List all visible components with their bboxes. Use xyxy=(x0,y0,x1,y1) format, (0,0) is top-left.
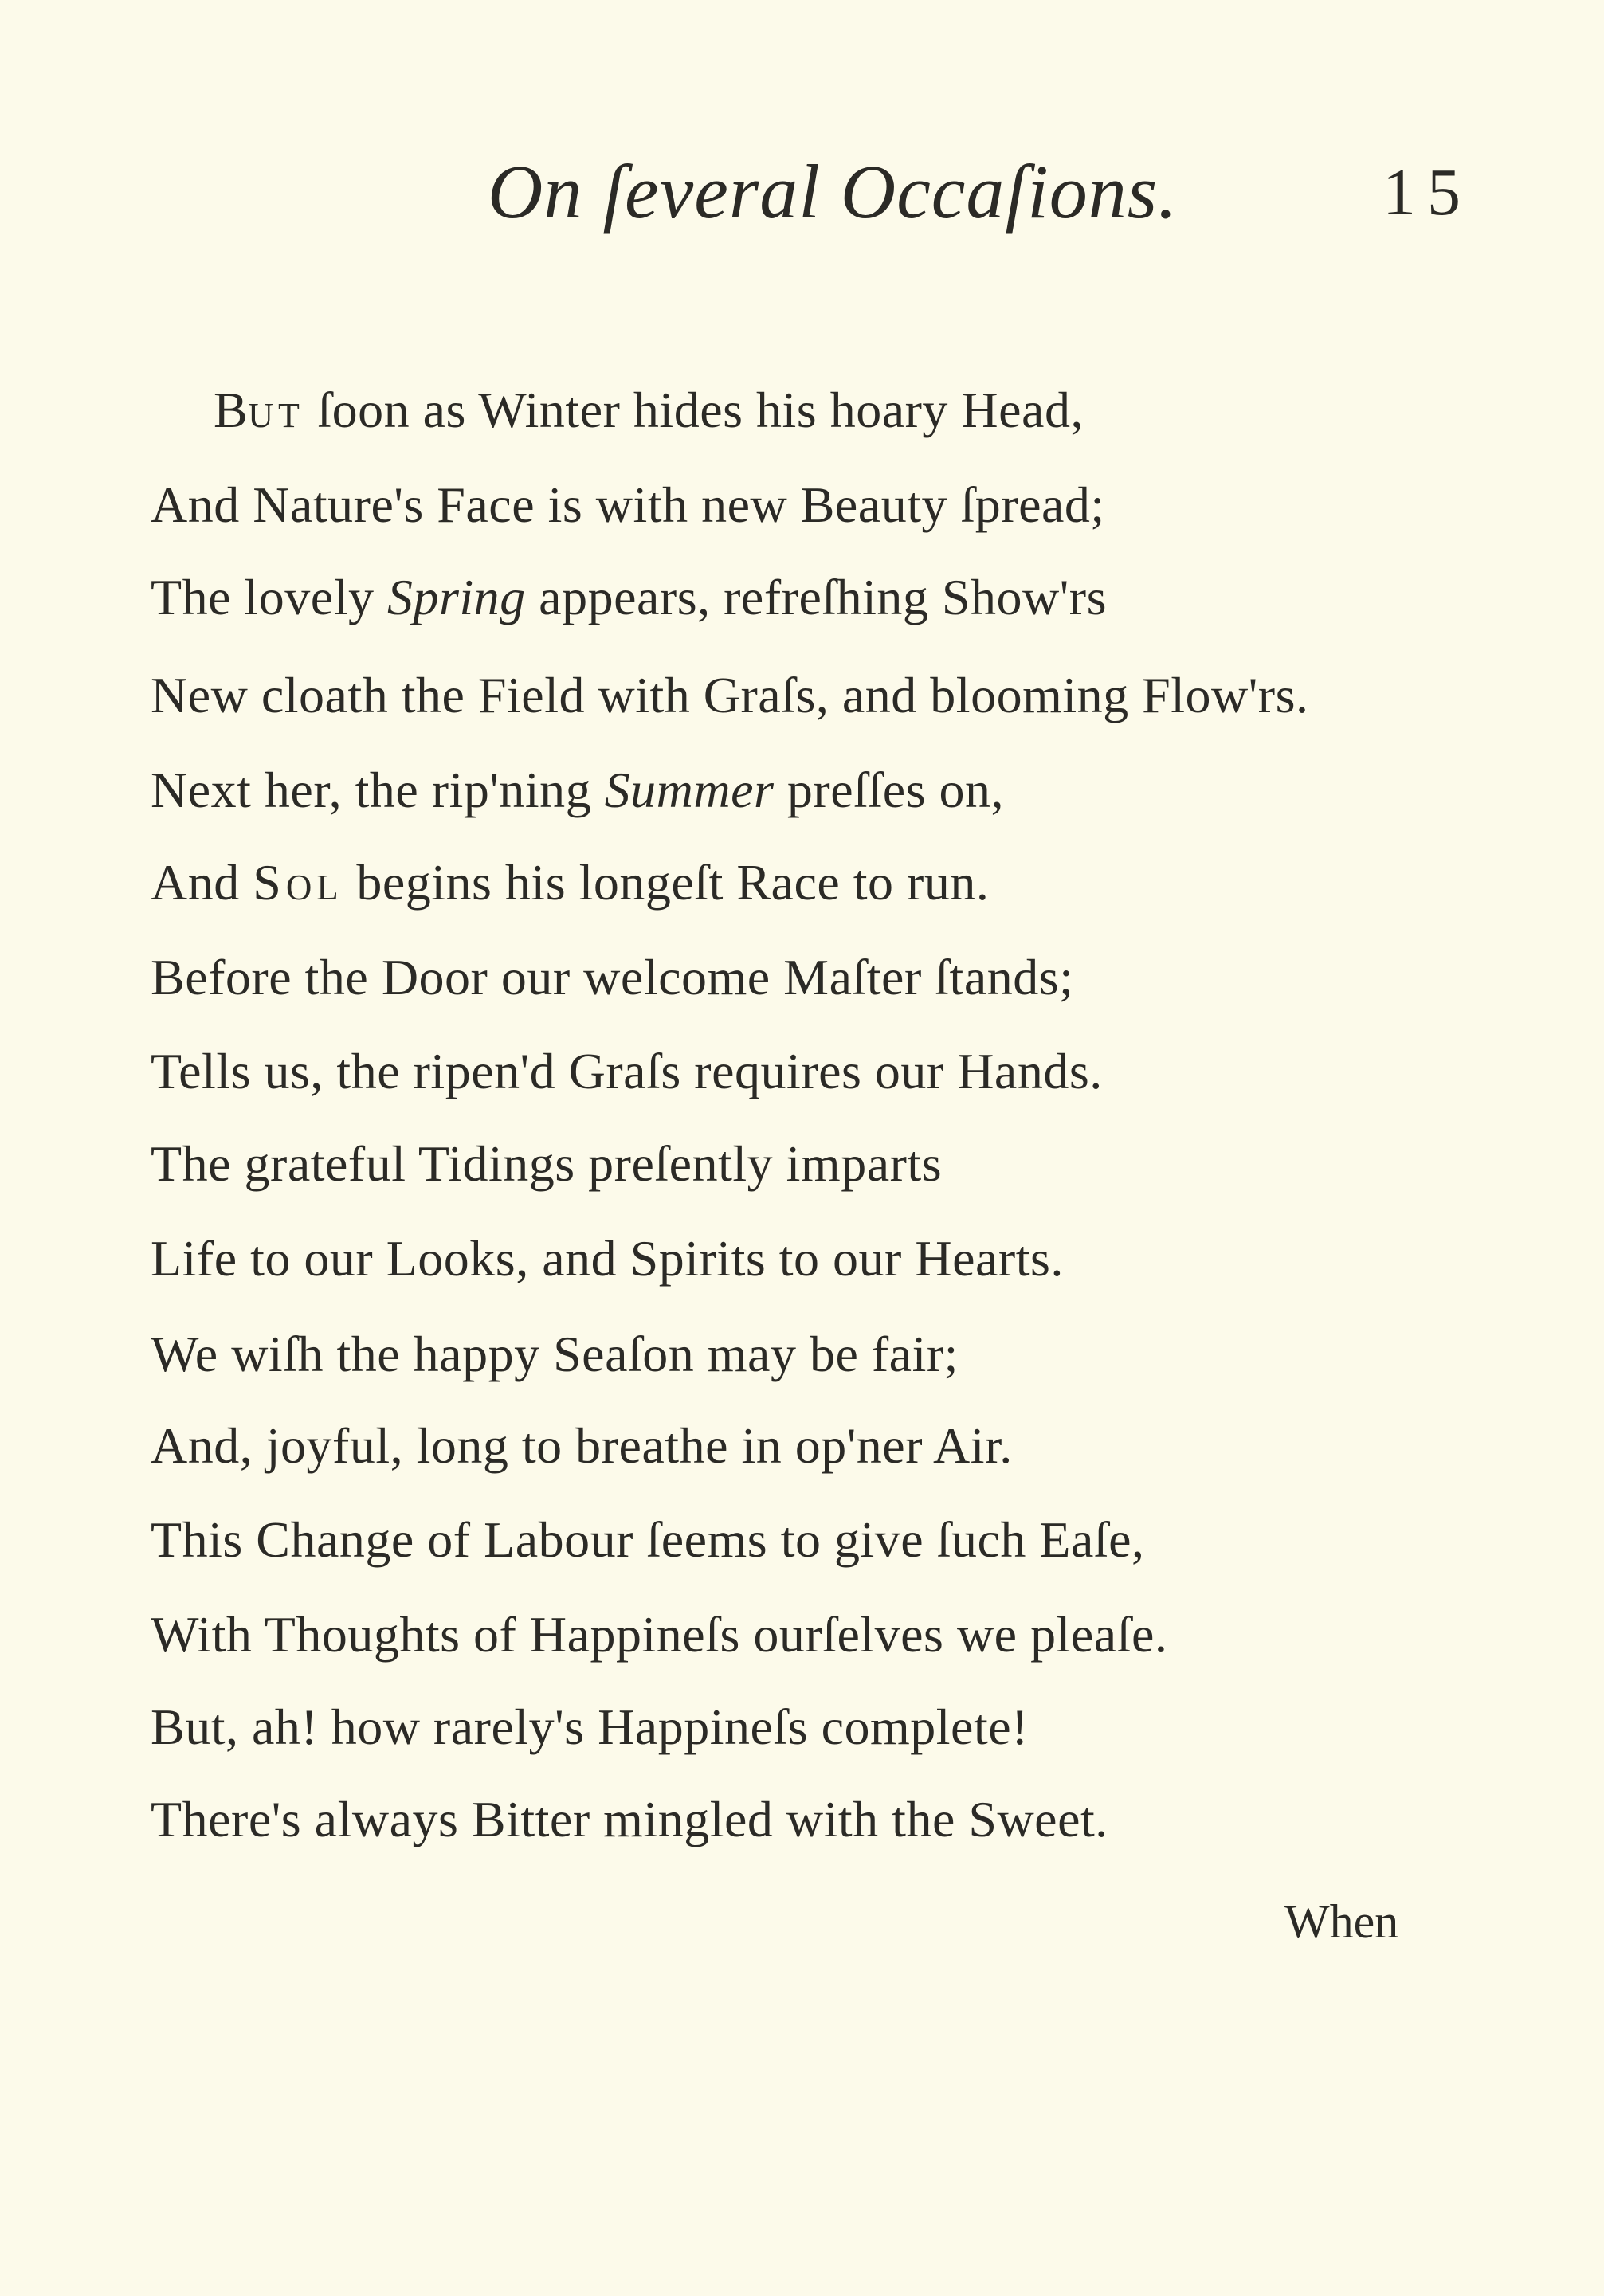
verse-line xyxy=(151,1790,1108,1849)
verse-line xyxy=(151,1325,959,1384)
verse-line xyxy=(151,1229,1064,1288)
line-text: Before the Door our welcome Maſter ſtands; xyxy=(151,949,1074,1005)
page-number: 15 xyxy=(1382,155,1472,229)
verse-line xyxy=(151,1416,1013,1475)
line-text: And, joyful, long to breathe in op'ner Air. xyxy=(151,1417,1013,1474)
line-text: appears, refreſhing Show'rs xyxy=(525,569,1107,625)
verse-line xyxy=(151,476,1105,535)
line-text: The grateful Tidings preſently imparts xyxy=(151,1135,943,1192)
small-caps-text: Sol xyxy=(253,854,343,911)
drop-capital: B xyxy=(214,382,249,438)
line-text: preſſes on, xyxy=(774,762,1004,818)
verse-line xyxy=(151,853,989,912)
line-text: We wiſh the happy Seaſon may be fair; xyxy=(151,1326,959,1382)
line-text: Life to our Looks, and Spirits to our Hearts. xyxy=(151,1230,1064,1287)
verse-line xyxy=(151,1042,1103,1101)
line-text: The lovely xyxy=(151,569,387,625)
verse-line xyxy=(151,568,1107,627)
line-text: New cloath the Field with Graſs, and blooming Flow'rs. xyxy=(151,667,1309,723)
italic-text: Spring xyxy=(386,569,526,625)
verse-line xyxy=(151,948,1073,1007)
verse-line xyxy=(151,666,1308,725)
verse-line xyxy=(151,1134,942,1193)
line-text: And Nature's Face is with new Beauty ſpread; xyxy=(151,476,1105,533)
line-text: And xyxy=(151,854,253,911)
running-title: On ſeveral Occaſions. xyxy=(488,149,1178,234)
small-caps-text: UT xyxy=(248,396,304,435)
verse-line xyxy=(151,1698,1029,1757)
line-text: This Change of Labour ſeems to give ſuch Eaſe, xyxy=(151,1511,1145,1568)
line-text: There's always Bitter mingled with the Sweet. xyxy=(151,1791,1108,1847)
catchword: When xyxy=(1284,1895,1399,1948)
verse-line xyxy=(151,761,1004,820)
italic-text: Summer xyxy=(604,762,775,818)
line-text: But, ah! how rarely's Happineſs complete! xyxy=(151,1698,1029,1755)
verse-line xyxy=(151,1510,1145,1569)
line-text: Tells us, the ripen'd Graſs requires our Hands. xyxy=(151,1043,1103,1099)
verse-line xyxy=(151,1605,1167,1664)
line-text: With Thoughts of Happineſs ourſelves we pleaſe. xyxy=(151,1606,1168,1663)
line-text: begins his longeſt Race to run. xyxy=(343,854,990,911)
line-text: ſoon as Winter hides his hoary Head, xyxy=(304,382,1084,438)
page-header xyxy=(0,147,1604,243)
line-text: Next her, the rip'ning xyxy=(151,762,605,818)
verse-line xyxy=(214,381,1084,440)
